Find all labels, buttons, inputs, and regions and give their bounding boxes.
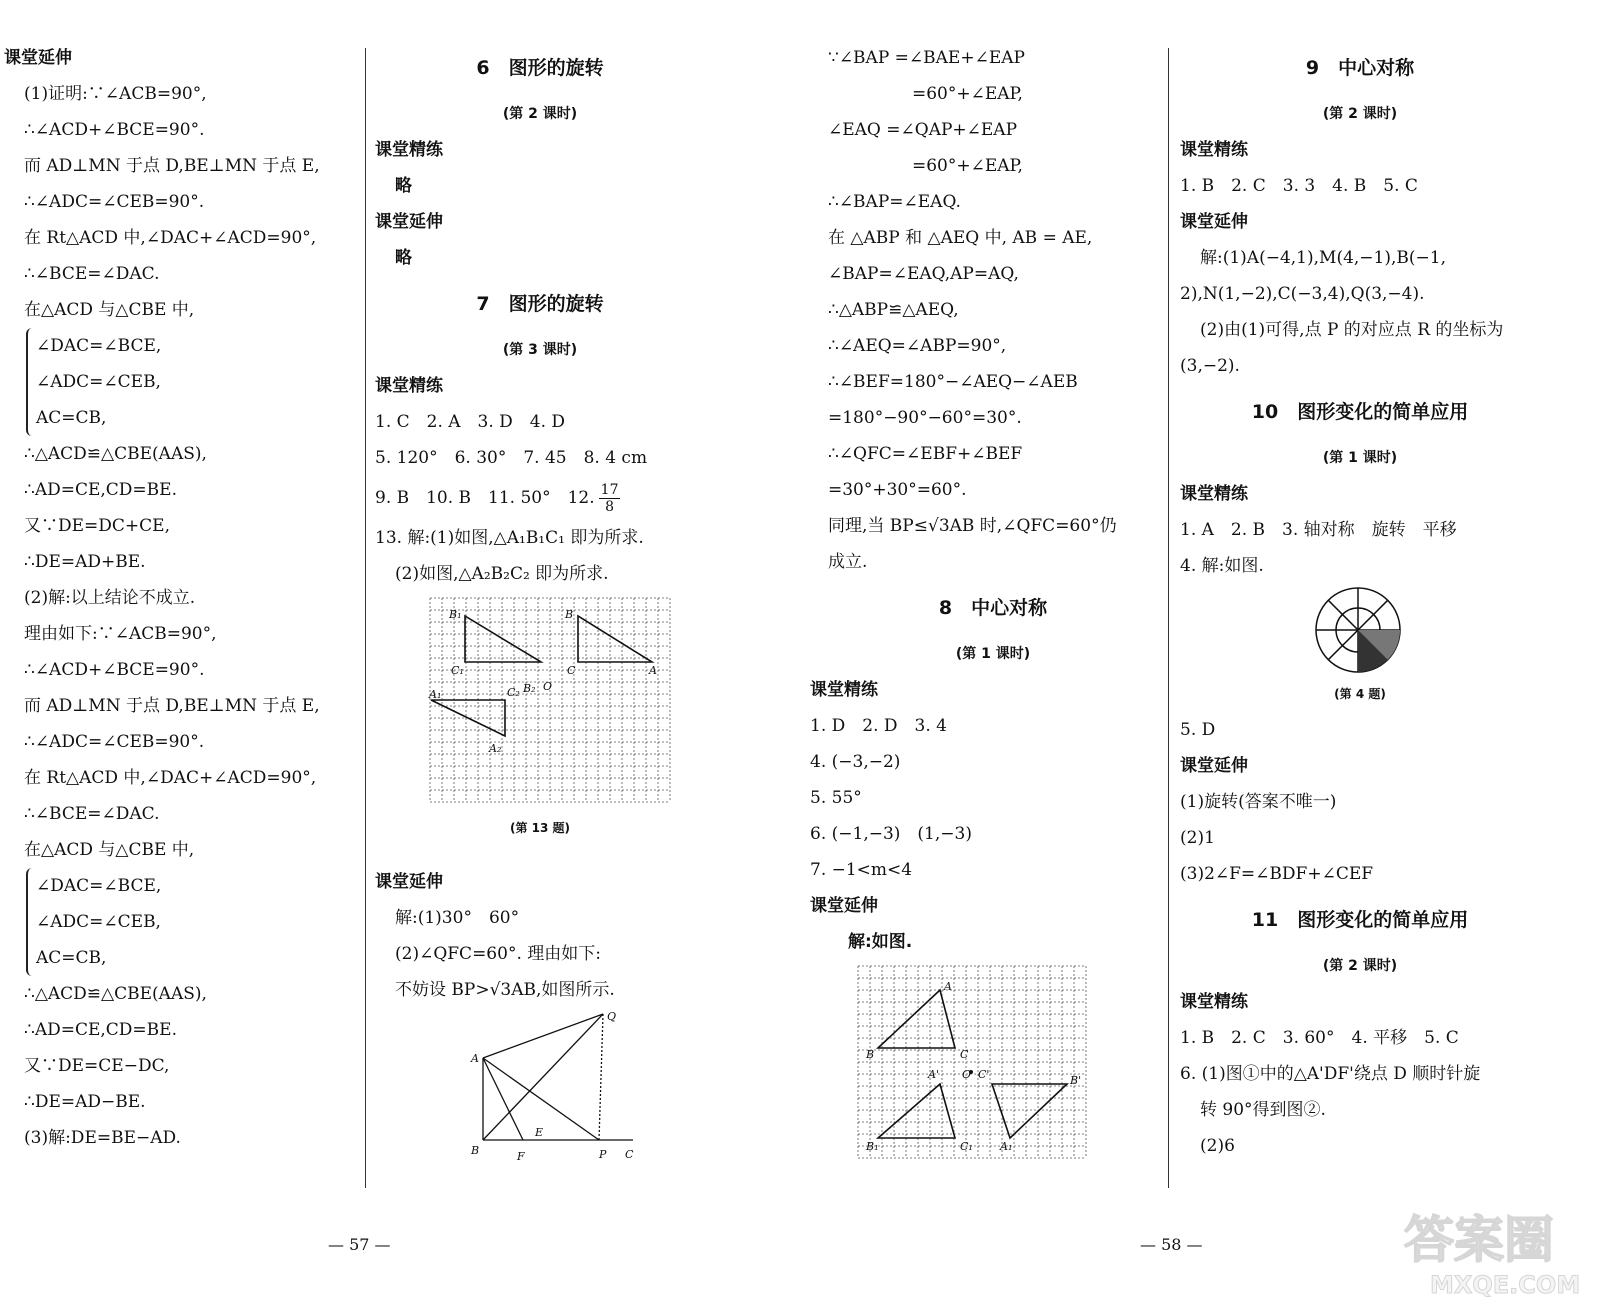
point-label: B: [471, 1144, 480, 1157]
practice-heading: 课堂精练: [375, 140, 443, 160]
text-line: ∴∠BCE=∠DAC.: [24, 804, 160, 824]
extend-heading: 课堂延伸: [375, 212, 443, 232]
lesson-subtitle: (第 2 课时): [1322, 106, 1398, 122]
text-line: 7. −1<m<4: [810, 860, 913, 880]
text-line: ∠DAC=∠BCE,: [36, 876, 162, 896]
point-label: O: [962, 1068, 972, 1081]
lesson-subtitle: (第 2 课时): [1322, 958, 1398, 974]
text-line: ∠ADC=∠CEB,: [36, 912, 161, 932]
answer-line: 解:(1)30° 60°: [395, 908, 520, 928]
practice-heading: 课堂精练: [1180, 484, 1248, 504]
answer-line: 解:(1)A(−4,1),M(4,−1),B(−1,: [1200, 248, 1446, 268]
answer-line: 解:如图.: [848, 932, 913, 952]
text-line: ∴∠BCE=∠DAC.: [24, 264, 160, 284]
point-label: B₁: [449, 608, 462, 621]
text-line: ∴∠QFC=∠EBF+∠BEF: [828, 444, 1023, 464]
text-line: (3)2∠F=∠BDF+∠CEF: [1180, 864, 1374, 884]
divider-left: [365, 48, 366, 1188]
answer-line: 1. B 2. C 3. 3 4. B 5. C: [1180, 176, 1418, 196]
section-heading: 课堂延伸: [4, 48, 72, 68]
practice-heading: 课堂精练: [1180, 992, 1248, 1012]
answer-line: 13. 解:(1)如图,△A₁B₁C₁ 即为所求.: [375, 528, 644, 548]
grid-figure-symmetry: [810, 960, 1140, 1160]
text-line: 在 Rt△ACD 中,∠DAC+∠ACD=90°,: [24, 768, 317, 788]
answer-line: 5. D: [1180, 720, 1216, 740]
text-line: ∴∠BEF=180°−∠AEQ−∠AEB: [828, 372, 1078, 392]
proof-lines-3: [4, 976, 359, 1156]
text-line: 同理,当 BP≤√3AB 时,∠QFC=60°仍: [828, 516, 1117, 536]
text-line: ∴∠ADC=∠CEB=90°.: [24, 192, 205, 212]
text-line: =60°+∠EAP,: [912, 156, 1023, 176]
text-line: 4. (−3,−2): [810, 752, 901, 772]
extend-heading: 课堂延伸: [375, 872, 443, 892]
point-label: B: [565, 608, 574, 621]
column-2: [375, 40, 705, 1168]
answer-line: 5. 120° 6. 30° 7. 45 8. 4 cm: [375, 448, 648, 468]
text-line: (2)解:以上结论不成立.: [24, 588, 196, 608]
text-line: 又∵DE=DC+CE,: [24, 516, 170, 536]
text-line: ∴AD=CE,CD=BE.: [24, 480, 177, 500]
column-1: [4, 40, 359, 1156]
text-line: 在△ACD 与△CBE 中,: [24, 300, 195, 320]
column-4: [1180, 40, 1540, 1164]
point-label: C₂: [507, 686, 520, 699]
text-line: ∠EAQ =∠QAP+∠EAP: [828, 120, 1018, 140]
text-line: 又∵DE=CE−DC,: [24, 1056, 170, 1076]
answer-line: (2)如图,△A₂B₂C₂ 即为所求.: [395, 564, 609, 584]
answer-line: (2)由(1)可得,点 P 的对应点 R 的坐标为: [1200, 320, 1504, 340]
point-label: C': [978, 1068, 990, 1081]
point-label: A₂: [489, 742, 502, 755]
point-label: A': [928, 1068, 939, 1081]
circle-figure-4: [1180, 584, 1540, 676]
answer-line: 6. (1)图①中的△A'DF'绕点 D 顺时针旋: [1180, 1064, 1481, 1084]
answer-line: 1. C 2. A 3. D 4. D: [375, 412, 566, 432]
point-label: C₁: [451, 664, 464, 677]
proof-lines: [4, 76, 359, 328]
point-label: E: [535, 1126, 544, 1139]
text-line: ∵∠BAP =∠BAE+∠EAP: [828, 48, 1025, 68]
text-line: ∴∠BAP=∠EAQ.: [828, 192, 961, 212]
figure-caption: (第 13 题): [509, 821, 571, 835]
answer-lines: [810, 708, 1158, 888]
point-label: C: [960, 1048, 969, 1061]
proof-lines: [828, 40, 1158, 580]
watermark-logo: [1400, 1195, 1590, 1300]
section-title-8: 8 中心对称: [938, 597, 1048, 619]
text-line: 成立.: [828, 552, 868, 572]
extend-heading: 课堂延伸: [1180, 212, 1248, 232]
text-line: AC=CB,: [36, 408, 107, 428]
point-label: C: [625, 1148, 634, 1161]
text-line: =30°+30°=60°.: [828, 480, 967, 500]
point-label: P: [599, 1148, 607, 1161]
brace-system-1: [26, 328, 359, 436]
text-line: AC=CB,: [36, 948, 107, 968]
answer-line: (2)6: [1200, 1136, 1235, 1156]
point-label: B₁: [866, 1140, 879, 1153]
text-line: ∴AD=CE,CD=BE.: [24, 1020, 177, 1040]
page-number-right: — 58 —: [1140, 1235, 1203, 1254]
text-line: 而 AD⊥MN 于点 D,BE⊥MN 于点 E,: [24, 156, 320, 176]
fraction: $\frac{17}{8}$: [600, 482, 619, 515]
text-line: 理由如下:∵∠ACB=90°,: [24, 624, 217, 644]
answer-omitted: 略: [395, 248, 412, 268]
point-label: A: [649, 664, 657, 677]
text-line: 在△ACD 与△CBE 中,: [24, 840, 195, 860]
point-label: B₂: [523, 682, 536, 695]
section-title-10: 10 图形变化的简单应用: [1251, 401, 1469, 423]
point-label: A: [471, 1052, 479, 1065]
answer-line: (2)∠QFC=60°. 理由如下:: [395, 944, 601, 964]
brace-system-2: [26, 868, 359, 976]
figure-caption: (第 4 题): [1334, 687, 1386, 701]
text-line: (1)旋转(答案不唯一): [1180, 792, 1337, 812]
text-line: ∠ADC=∠CEB,: [36, 372, 161, 392]
point-label: C₁: [960, 1140, 973, 1153]
text-line: ∴DE=AD+BE.: [24, 552, 146, 572]
point-label: B': [1070, 1074, 1082, 1087]
lesson-subtitle: (第 3 课时): [502, 342, 578, 358]
text-line: (2)1: [1180, 828, 1215, 848]
text-line: =60°+∠EAP,: [912, 84, 1023, 104]
answer-line: 1. B 2. C 3. 60° 4. 平移 5. C: [1180, 1028, 1459, 1048]
answer-line: 转 90°得到图②.: [1200, 1100, 1326, 1120]
text-line: 在 △ABP 和 △AEQ 中, AB = AE,: [828, 228, 1093, 248]
text-line: ∠DAC=∠BCE,: [36, 336, 162, 356]
answer-line: 2),N(1,−2),C(−3,4),Q(3,−4).: [1180, 284, 1425, 304]
text-line: ∴∠ACD+∠BCE=90°.: [24, 120, 205, 140]
watermark-url: MXQE.COM: [1430, 1271, 1581, 1299]
point-label: A: [944, 980, 952, 993]
answer-line: 1. A 2. B 3. 轴对称 旋转 平移: [1180, 520, 1457, 540]
text-line: ∴DE=AD−BE.: [24, 1092, 146, 1112]
text-line: (3)解:DE=BE−AD.: [24, 1128, 181, 1148]
point-label: A₁: [1000, 1140, 1013, 1153]
proof-lines-2: [4, 436, 359, 868]
lesson-subtitle: (第 2 课时): [502, 106, 578, 122]
section-title-6: 6 图形的旋转: [476, 57, 604, 79]
geometry-figure: [375, 1008, 705, 1168]
text-line: 5. 55°: [810, 788, 862, 808]
section-title-9: 9 中心对称: [1305, 57, 1415, 79]
text-line: ∴∠ADC=∠CEB=90°.: [24, 732, 205, 752]
answer-omitted: 略: [395, 176, 412, 196]
text-line: 而 AD⊥MN 于点 D,BE⊥MN 于点 E,: [24, 696, 320, 716]
page-number-left: — 57 —: [328, 1235, 391, 1254]
text-line: =180°−90°−60°=30°.: [828, 408, 1022, 428]
extend-heading: 课堂延伸: [810, 896, 878, 916]
extend-heading: 课堂延伸: [1180, 756, 1248, 776]
text-line: (1)证明:∵∠ACB=90°,: [24, 84, 207, 104]
point-label: O: [543, 680, 553, 693]
answer-line: 9. B 10. B 11. 50° 12. $\frac{17}{8}$: [375, 482, 619, 515]
answer-line: 不妨设 BP>√3AB,如图所示.: [395, 980, 615, 1000]
text-line: ∴△ACD≌△CBE(AAS),: [24, 984, 207, 1004]
section-title-11: 11 图形变化的简单应用: [1251, 909, 1469, 931]
text-line: 1. D 2. D 3. 4: [810, 716, 947, 736]
practice-heading: 课堂精练: [810, 680, 878, 700]
point-label: B: [866, 1048, 875, 1061]
point-label: F: [517, 1150, 525, 1163]
answer-line: 4. 解:如图.: [1180, 556, 1264, 576]
grid-figure-13: [375, 592, 705, 810]
lesson-subtitle: (第 1 课时): [955, 646, 1031, 662]
text-line: 6. (−1,−3) (1,−3): [810, 824, 972, 844]
point-label: Q: [607, 1010, 617, 1023]
text-line: ∴△ABP≌△AEQ,: [828, 300, 959, 320]
answer-lines: [1180, 784, 1540, 892]
text-line: ∴∠AEQ=∠ABP=90°,: [828, 336, 1007, 356]
answer-line: (3,−2).: [1180, 356, 1240, 376]
divider-right: [1168, 48, 1169, 1188]
point-label: C: [567, 664, 576, 677]
lesson-subtitle: (第 1 课时): [1322, 450, 1398, 466]
section-title-7: 7 图形的旋转: [476, 293, 604, 315]
text-line: ∴∠ACD+∠BCE=90°.: [24, 660, 205, 680]
watermark-text: 答案圈: [1404, 1211, 1554, 1269]
text-line: ∠BAP=∠EAQ,AP=AQ,: [828, 264, 1019, 284]
practice-heading: 课堂精练: [375, 376, 443, 396]
column-3: [810, 40, 1158, 1160]
point-label: A₁: [429, 688, 442, 701]
text-line: ∴△ACD≌△CBE(AAS),: [24, 444, 207, 464]
practice-heading: 课堂精练: [1180, 140, 1248, 160]
text-line: 在 Rt△ACD 中,∠DAC+∠ACD=90°,: [24, 228, 317, 248]
